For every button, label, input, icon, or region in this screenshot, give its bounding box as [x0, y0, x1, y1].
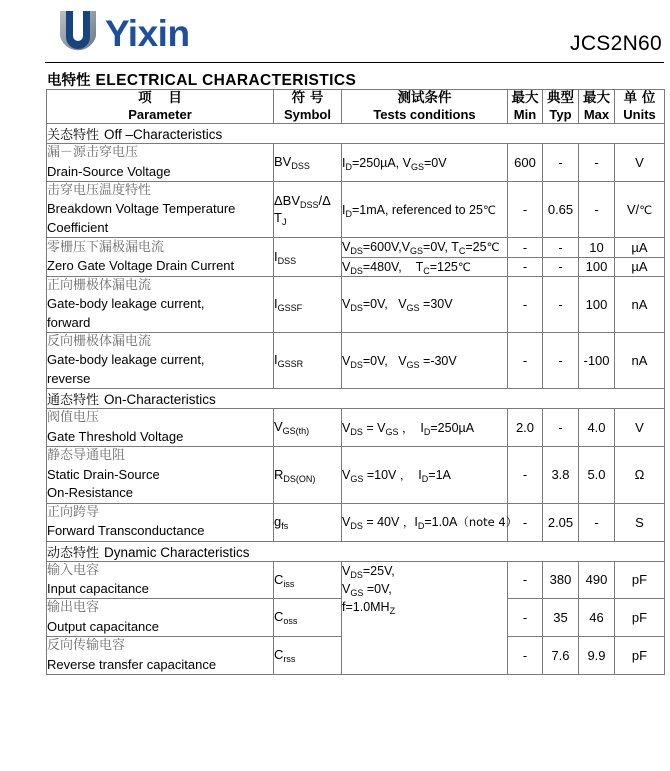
col-header-symbol-en: Symbol — [284, 106, 331, 122]
max-coss: 46 — [579, 599, 615, 637]
param-dbvdss — [47, 182, 274, 238]
table-header-row — [47, 90, 665, 124]
col-header-units-en: Units — [623, 106, 656, 122]
col-header-symbol-cn: 符 号 — [291, 90, 324, 106]
unit-coss: pF — [615, 599, 665, 637]
param-rdson-en-2: On-Resistance — [47, 485, 133, 501]
max-idss-a: 10 — [579, 238, 615, 257]
col-header-max-en: Max — [583, 106, 610, 122]
col-header-typ-cn: 典型 — [547, 90, 574, 106]
unit-bvdss: V — [615, 144, 665, 182]
typ-coss: 35 — [543, 599, 579, 637]
col-header-typ — [543, 90, 579, 124]
symbol-dbvdss: $\Delta BV_{DSS}/\Delta$ $T_J$ — [274, 182, 342, 238]
min-idss-a: - — [508, 238, 543, 257]
param-ciss-cn: 输入电容 — [47, 562, 100, 578]
unit-igssr: nA — [615, 333, 665, 389]
condition-idss-b: $V_{DS}=480V$, $T_C=125℃$ — [342, 257, 508, 276]
param-idss-en: Zero Gate Voltage Drain Current — [47, 258, 235, 274]
table-row — [47, 409, 665, 447]
param-bvdss — [47, 144, 274, 182]
col-header-parameter — [47, 90, 274, 124]
typ-igssf: - — [543, 276, 579, 332]
param-idss-cn: 零栅压下漏极漏电流 — [47, 239, 165, 255]
param-idss — [47, 238, 274, 276]
unit-crss: pF — [615, 637, 665, 675]
typ-dbvdss: 0.65 — [543, 182, 579, 238]
max-dbvdss: - — [579, 182, 615, 238]
param-dbvdss-en-2: Coefficient — [47, 219, 109, 235]
param-rdson — [47, 447, 274, 503]
min-dbvdss: - — [508, 182, 543, 238]
param-crss-en: Reverse transfer capacitance — [47, 656, 217, 672]
table-row — [47, 276, 665, 332]
max-gfs: - — [579, 503, 615, 541]
min-igssf: - — [508, 276, 543, 332]
col-header-units-cn: 单 位 — [623, 90, 656, 106]
param-coss — [47, 599, 274, 637]
col-header-max — [579, 90, 615, 124]
group-label-on — [47, 389, 665, 409]
condition-vgsth: $V_{DS} = V_{GS}$ ， $I_D=250\mu A$ — [342, 409, 508, 447]
param-gfs — [47, 503, 274, 541]
symbol-idss — [274, 238, 342, 276]
symbol-igssf-sub: GSSF — [277, 302, 303, 313]
symbol-crss — [274, 637, 342, 675]
symbol-bvdss-main: BV — [274, 154, 292, 170]
param-ciss-en: Input capacitance — [47, 580, 149, 596]
symbol-gfs-main: g — [274, 513, 282, 529]
table-row — [47, 503, 665, 541]
col-header-min-en: Min — [513, 106, 537, 122]
unit-igssf: nA — [615, 276, 665, 332]
condition-igssf: $V_{DS}=0V$, $V_{GS} =30V$ — [342, 276, 508, 332]
col-header-max-cn: 最大 — [583, 90, 610, 106]
yixin-u-logo-icon — [57, 9, 99, 55]
symbol-coss-sub: oss — [283, 616, 298, 627]
col-header-parameter-en: Parameter — [128, 106, 192, 122]
param-crss — [47, 637, 274, 675]
symbol-rdson-sub: DS(ON) — [283, 473, 316, 484]
table-row — [47, 333, 665, 389]
condition-dbvdss: $I_D=1mA$, referenced to 25℃ — [342, 182, 508, 238]
unit-vgsth: V — [615, 409, 665, 447]
symbol-igssr — [274, 333, 342, 389]
unit-idss-a: µA — [615, 238, 665, 257]
param-bvdss-en: Drain-Source Voltage — [47, 163, 171, 179]
condition-bvdss: $I_D=250\mu A$, $V_{GS}=0V$ — [342, 144, 508, 182]
group-label-dynamic-en: Dynamic Characteristics — [104, 544, 250, 560]
param-gfs-cn: 正向跨导 — [47, 504, 100, 520]
min-idss-b: - — [508, 257, 543, 276]
col-header-symbol — [274, 90, 342, 124]
header-divider — [45, 62, 664, 63]
table-row — [47, 561, 665, 599]
max-vgsth: 4.0 — [579, 409, 615, 447]
symbol-igssr-sub: GSSR — [277, 359, 304, 370]
symbol-igssf-main: I — [274, 295, 278, 311]
table-row — [47, 144, 665, 182]
typ-bvdss: - — [543, 144, 579, 182]
section-title-en: ELECTRICAL CHARACTERISTICS — [95, 72, 357, 89]
electrical-characteristics-table — [46, 89, 665, 675]
symbol-vgsth — [274, 409, 342, 447]
table-row — [47, 182, 665, 238]
symbol-ciss — [274, 561, 342, 599]
symbol-idss-sub: DSS — [277, 255, 297, 266]
col-header-conditions — [342, 90, 508, 124]
max-bvdss: - — [579, 144, 615, 182]
param-ciss — [47, 561, 274, 599]
col-header-min-cn: 最大 — [511, 90, 539, 106]
col-header-conditions-en: Tests conditions — [373, 106, 476, 122]
symbol-gfs-sub: fs — [281, 520, 289, 531]
param-igssr — [47, 333, 274, 389]
section-title-cn: 电特性 — [47, 73, 91, 89]
symbol-crss-sub: rss — [283, 654, 296, 665]
typ-igssr: - — [543, 333, 579, 389]
group-row-dynamic-characteristics — [47, 541, 665, 561]
max-idss-b: 100 — [579, 257, 615, 276]
param-igssf-cn: 正向栅极体漏电流 — [47, 277, 152, 293]
typ-idss-a: - — [543, 238, 579, 257]
unit-gfs: S — [615, 503, 665, 541]
symbol-coss — [274, 599, 342, 637]
typ-ciss: 380 — [543, 561, 579, 599]
param-dbvdss-en-1: Breakdown Voltage Temperature — [47, 201, 236, 217]
param-igssr-cn: 反向栅极体漏电流 — [47, 334, 152, 349]
param-igssf-en-2: forward — [47, 314, 91, 330]
group-label-dynamic-cn: 动态特性 — [47, 545, 100, 561]
condition-rdson: $V_{GS} =10V$ ， $I_D=1A$ — [342, 447, 508, 503]
max-igssr: -100 — [579, 333, 615, 389]
param-bvdss-cn: 漏－源击穿电压 — [47, 145, 139, 161]
symbol-vgsth-main: V — [274, 419, 283, 435]
min-rdson: - — [508, 447, 543, 503]
param-coss-cn: 输出电容 — [47, 600, 100, 616]
param-vgsth — [47, 409, 274, 447]
symbol-idss-main: I — [274, 248, 278, 264]
symbol-bvdss — [274, 144, 342, 182]
param-vgsth-en: Gate Threshold Voltage — [47, 428, 184, 444]
condition-gfs: $V_{DS} = 40V$ ，$I_D=1.0A(note$ 4） — [342, 503, 508, 541]
param-igssr-en-1: Gate-body leakage current, — [47, 352, 205, 368]
min-ciss: - — [508, 561, 543, 599]
condition-idss-a: $V_{DS}=600V,V_{GS}=0V$, $T_C=25℃$ — [342, 238, 508, 257]
max-ciss: 490 — [579, 561, 615, 599]
group-label-dynamic — [47, 541, 665, 561]
symbol-rdson — [274, 447, 342, 503]
param-vgsth-cn: 阀值电压 — [47, 410, 100, 426]
typ-idss-b: - — [543, 257, 579, 276]
typ-vgsth: - — [543, 409, 579, 447]
col-header-conditions-cn: 测试条件 — [397, 90, 452, 106]
symbol-ciss-main: C — [274, 571, 284, 587]
brand-logo — [57, 9, 190, 55]
group-row-on-characteristics — [47, 389, 665, 409]
group-label-on-cn: 通态特性 — [47, 393, 100, 409]
symbol-igssf — [274, 276, 342, 332]
max-crss: 9.9 — [579, 637, 615, 675]
col-header-units — [615, 90, 665, 124]
table-row — [47, 238, 665, 257]
page-header — [0, 0, 670, 68]
col-header-typ-en: Typ — [549, 106, 572, 122]
condition-dynamic: $V_{DS}=25V$, $V_{GS} =0V$, $f=1.0MH_Z$ — [342, 561, 508, 675]
max-igssf: 100 — [579, 276, 615, 332]
symbol-coss-main: C — [274, 609, 284, 625]
min-crss: - — [508, 637, 543, 675]
param-igssf — [47, 276, 274, 332]
col-header-min — [508, 90, 543, 124]
min-vgsth: 2.0 — [508, 409, 543, 447]
typ-crss: 7.6 — [543, 637, 579, 675]
param-crss-cn: 反向传输电容 — [47, 638, 126, 654]
param-rdson-en-1: Static Drain-Source — [47, 466, 160, 482]
table-row — [47, 447, 665, 503]
group-label-off-en: Off –Characteristics — [104, 127, 223, 143]
symbol-gfs — [274, 503, 342, 541]
group-label-on-en: On-Characteristics — [104, 392, 216, 408]
symbol-vgsth-sub: GS(th) — [282, 426, 310, 437]
part-number: JCS2N60 — [570, 32, 662, 55]
unit-ciss: pF — [615, 561, 665, 599]
section-title — [47, 69, 356, 90]
condition-igssr: $V_{DS}=0V$, $V_{GS} =-30V$ — [342, 333, 508, 389]
max-rdson: 5.0 — [579, 447, 615, 503]
min-coss: - — [508, 599, 543, 637]
param-rdson-cn: 静态导通电阻 — [47, 448, 126, 464]
param-igssr-en-2: reverse — [47, 370, 91, 386]
symbol-rdson-main: R — [274, 466, 284, 482]
param-coss-en: Output capacitance — [47, 618, 160, 634]
min-bvdss: 600 — [508, 144, 543, 182]
param-dbvdss-cn: 击穿电压温度特性 — [47, 183, 152, 199]
unit-idss-b: µA — [615, 257, 665, 276]
group-label-off-cn: 关态特性 — [47, 128, 100, 144]
param-igssf-en-1: Gate-body leakage current, — [47, 296, 205, 312]
unit-dbvdss: V/℃ — [615, 182, 665, 238]
unit-rdson: Ω — [615, 447, 665, 503]
symbol-bvdss-sub: DSS — [291, 161, 310, 172]
symbol-crss-main: C — [274, 647, 284, 663]
group-row-off-characteristics — [47, 124, 665, 144]
col-header-parameter-cn: 项 目 — [138, 90, 188, 106]
min-igssr: - — [508, 333, 543, 389]
brand-name: Yixin — [105, 12, 190, 54]
symbol-igssr-main: I — [274, 352, 278, 368]
group-label-off — [47, 124, 665, 144]
symbol-ciss-sub: iss — [283, 578, 295, 589]
min-gfs: - — [508, 503, 543, 541]
typ-rdson: 3.8 — [543, 447, 579, 503]
typ-gfs: 2.05 — [543, 503, 579, 541]
param-gfs-en: Forward Transconductance — [47, 523, 205, 539]
